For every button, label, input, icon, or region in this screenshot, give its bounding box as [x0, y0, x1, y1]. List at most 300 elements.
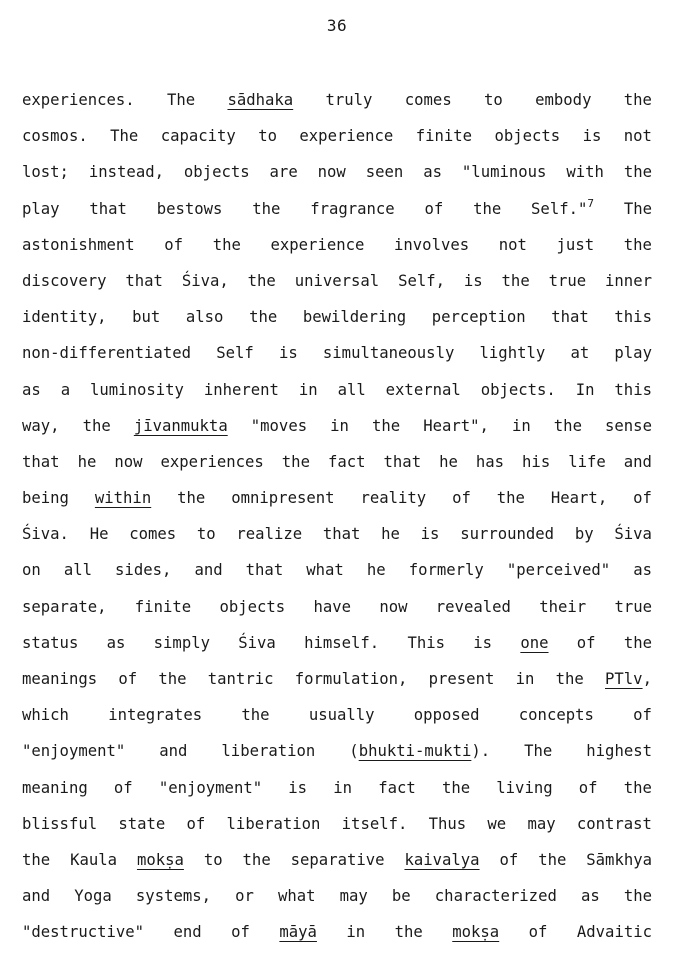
- word-text: the: [177, 489, 206, 508]
- word-text: the: [371, 416, 401, 435]
- word-text: life: [568, 452, 606, 471]
- word: [549, 267, 587, 295]
- word-text: of: [231, 923, 250, 942]
- word: [22, 339, 191, 367]
- word-text: which: [22, 706, 69, 725]
- word: [538, 846, 566, 874]
- word-text: "destructive": [22, 923, 145, 942]
- word-text: that: [322, 525, 361, 544]
- word: [323, 520, 361, 548]
- word: [204, 376, 279, 404]
- word: [330, 412, 349, 440]
- text-line: [22, 918, 652, 954]
- word: [89, 195, 127, 223]
- word-text: the: [623, 163, 652, 182]
- word: [303, 303, 406, 331]
- word-text: seen: [365, 163, 404, 182]
- word: [114, 774, 133, 802]
- emphasized-term: [95, 484, 151, 512]
- text-line: [22, 412, 652, 448]
- word: [135, 593, 191, 621]
- word-text: The: [623, 199, 652, 218]
- word: [22, 158, 69, 186]
- word: [158, 665, 186, 693]
- word-text: just: [556, 235, 595, 254]
- word: [236, 520, 302, 548]
- word: [227, 810, 321, 838]
- emphasized-term: [520, 629, 548, 657]
- word-text: bewildering: [302, 308, 407, 327]
- word-text: "luminous: [461, 163, 547, 182]
- word: [392, 882, 411, 910]
- word: [194, 556, 222, 584]
- word-text: simply: [153, 633, 210, 652]
- word: [182, 267, 229, 295]
- emphasized-term: [134, 412, 228, 440]
- word: [624, 122, 652, 150]
- word-text: of: [452, 489, 471, 508]
- word-text: the: [281, 452, 310, 471]
- word-text: are: [269, 163, 298, 182]
- word-text: the: [241, 706, 270, 725]
- word-text: the: [553, 416, 582, 435]
- text-line: [22, 158, 652, 194]
- word-text: tantric: [207, 670, 274, 688]
- word: [108, 701, 202, 729]
- word-text: the: [441, 778, 471, 797]
- word-text: all: [337, 380, 366, 399]
- word-text: play: [22, 199, 60, 218]
- word-text: of: [499, 850, 519, 869]
- word-text: The: [110, 127, 139, 146]
- word: [90, 376, 184, 404]
- word: [118, 810, 165, 838]
- word: [271, 231, 365, 259]
- punctuation: ).: [471, 742, 491, 761]
- word-text: the: [501, 271, 530, 290]
- word: [107, 629, 126, 657]
- word: [323, 339, 454, 367]
- word: [22, 918, 144, 946]
- word: [384, 448, 422, 476]
- word: [576, 376, 595, 404]
- word: [299, 122, 393, 150]
- text-line: [22, 448, 652, 484]
- word-text: itself.: [341, 814, 408, 833]
- word: [554, 412, 582, 440]
- word: [346, 918, 365, 946]
- word-text: finite: [134, 597, 192, 616]
- emphasized-term: [137, 846, 184, 874]
- word: [22, 520, 69, 548]
- word-text: astonishment: [22, 235, 135, 254]
- word-text: state: [118, 814, 166, 833]
- word-text: now: [114, 452, 143, 471]
- word-text: and: [159, 742, 188, 761]
- word: [235, 882, 254, 910]
- word: [291, 846, 385, 874]
- word: [394, 231, 469, 259]
- word: [566, 158, 604, 186]
- word: [435, 882, 557, 910]
- word-text: is: [420, 525, 440, 544]
- word: [512, 412, 531, 440]
- word-text: formulation,: [294, 670, 408, 688]
- word: [110, 122, 138, 150]
- emphasized-term: [404, 846, 479, 874]
- word: [246, 556, 284, 584]
- word: [340, 882, 368, 910]
- word: [551, 303, 589, 331]
- word: [487, 810, 506, 838]
- word: [22, 556, 41, 584]
- word: [405, 86, 452, 114]
- word-text: we: [487, 814, 507, 833]
- word-text: omnipresent: [231, 489, 335, 508]
- word: [386, 376, 461, 404]
- word-text: to: [258, 127, 277, 146]
- word-text: the: [394, 923, 423, 942]
- word: [539, 593, 586, 621]
- word-text: Śiva: [614, 525, 652, 544]
- word-text: inherent: [203, 380, 279, 399]
- word: [22, 122, 88, 150]
- word-text: the: [555, 670, 584, 688]
- word-text: fact: [327, 452, 366, 471]
- word-text: now: [379, 597, 408, 616]
- word-text: involves: [394, 235, 470, 254]
- word: [551, 484, 607, 512]
- word: [414, 701, 480, 729]
- word: [407, 629, 445, 657]
- word-text: revealed: [435, 597, 511, 616]
- word: [568, 448, 606, 476]
- text-line: [22, 556, 652, 592]
- word: [114, 448, 142, 476]
- word: [360, 484, 426, 512]
- word-text: of: [424, 199, 444, 218]
- emphasized-term: [605, 665, 652, 693]
- word: [89, 158, 164, 186]
- word-text: he: [381, 525, 400, 544]
- word-text: to: [203, 850, 223, 869]
- word: [421, 520, 440, 548]
- word-text: "enjoyment": [158, 778, 263, 797]
- word-text: capacity: [160, 127, 236, 146]
- word: [90, 520, 109, 548]
- word-text: the: [623, 887, 652, 906]
- word-text: in: [511, 416, 531, 435]
- word-text: on: [22, 561, 41, 580]
- punctuation: ,: [642, 670, 652, 688]
- word-text: Śiva: [238, 633, 276, 652]
- word: [502, 267, 530, 295]
- word: [531, 195, 594, 223]
- word-text: he: [77, 452, 97, 471]
- word: [22, 629, 78, 657]
- word-text: in: [515, 670, 535, 688]
- word-text: Advaitic: [576, 923, 652, 942]
- word: [507, 556, 610, 584]
- word: [436, 593, 511, 621]
- word-text: that: [551, 308, 589, 327]
- word: [624, 882, 652, 910]
- word: [497, 484, 525, 512]
- word: [304, 629, 379, 657]
- word: [425, 195, 444, 223]
- word: [174, 918, 202, 946]
- word: [118, 665, 137, 693]
- body-text: [22, 86, 652, 955]
- word: [429, 665, 495, 693]
- word-text: himself.: [304, 633, 380, 652]
- word-text: to: [484, 91, 503, 109]
- word-text: blissful: [22, 814, 98, 833]
- word: [522, 448, 550, 476]
- word-text: this: [614, 380, 652, 399]
- word: [243, 846, 271, 874]
- word: [605, 412, 652, 440]
- word: [22, 484, 69, 512]
- word: [333, 774, 352, 802]
- word-text: may: [527, 814, 556, 833]
- word: [423, 158, 442, 186]
- underlined-term: jīvanmukta: [133, 416, 228, 435]
- word-text: "moves: [250, 416, 308, 435]
- word: [452, 484, 471, 512]
- word-text: meanings: [22, 670, 98, 688]
- word: [238, 629, 276, 657]
- word-text: at: [570, 344, 590, 363]
- word-text: the: [82, 416, 111, 435]
- word-text: is: [582, 127, 602, 146]
- word: [248, 267, 276, 295]
- text-line: [22, 737, 652, 773]
- word-text: as: [633, 561, 652, 580]
- word: [409, 556, 484, 584]
- word-text: with: [566, 163, 604, 182]
- word: [519, 701, 594, 729]
- word: [231, 918, 250, 946]
- word-text: of: [578, 778, 598, 797]
- word: [167, 86, 195, 114]
- word-text: true: [548, 271, 587, 290]
- word-text: that: [383, 452, 422, 471]
- word: [251, 412, 307, 440]
- word-text: separate,: [22, 597, 107, 616]
- underlined-term: mokṣa: [452, 923, 500, 942]
- word: [462, 158, 547, 186]
- word: [299, 376, 318, 404]
- word-text: realize: [236, 525, 303, 544]
- word: [633, 484, 652, 512]
- text-line: [22, 303, 652, 339]
- word: [605, 267, 652, 295]
- word-text: identity,: [22, 308, 107, 327]
- word: [125, 267, 163, 295]
- word-text: as: [106, 633, 126, 652]
- word-text: not: [498, 235, 527, 254]
- word-text: by: [574, 525, 594, 544]
- word: [367, 556, 386, 584]
- word-text: of: [528, 923, 548, 942]
- word: [557, 231, 595, 259]
- word: [22, 846, 50, 874]
- word: [22, 593, 107, 621]
- word-text: now: [317, 163, 346, 182]
- word-text: what: [306, 561, 344, 580]
- word: [313, 593, 351, 621]
- word-text: of: [118, 670, 138, 688]
- text-line: [22, 520, 652, 556]
- word-text: Thus: [428, 814, 467, 833]
- word: [164, 231, 183, 259]
- word: [83, 412, 111, 440]
- word: [22, 303, 107, 331]
- word: [22, 448, 60, 476]
- text-line: [22, 665, 652, 701]
- word-text: not: [623, 127, 652, 146]
- word: [372, 412, 400, 440]
- word: [310, 195, 395, 223]
- word-text: fact: [378, 778, 416, 797]
- word-text: of: [576, 633, 596, 652]
- word: [295, 665, 408, 693]
- word: [381, 520, 400, 548]
- word-text: Self.": [531, 199, 588, 218]
- word: [22, 231, 135, 259]
- word: [258, 122, 277, 150]
- word-text: embody: [535, 91, 592, 109]
- word: [328, 448, 366, 476]
- text-line: [22, 810, 652, 846]
- underlined-term: bhukti-mukti: [358, 742, 472, 761]
- word: [624, 774, 652, 802]
- word: [527, 810, 555, 838]
- word: [306, 556, 344, 584]
- word: [159, 774, 262, 802]
- word: [157, 195, 223, 223]
- word: [423, 412, 489, 440]
- word-text: a: [60, 380, 71, 399]
- word: [614, 303, 652, 331]
- word: [614, 520, 652, 548]
- word: [159, 737, 187, 765]
- text-line: [22, 774, 652, 810]
- word: [22, 701, 69, 729]
- word: [241, 701, 269, 729]
- emphasized-term: [279, 918, 317, 946]
- underlined-term: PTlv: [605, 670, 643, 688]
- word: [583, 122, 602, 150]
- word-text: finite: [415, 127, 473, 146]
- word: [213, 231, 241, 259]
- word-text: experience: [299, 127, 394, 146]
- word-text: sense: [605, 416, 652, 435]
- word: [529, 918, 548, 946]
- text-line: [22, 484, 652, 520]
- word: [579, 774, 598, 802]
- word: [216, 339, 254, 367]
- word-text: inner: [605, 271, 652, 290]
- word: [154, 629, 210, 657]
- word-text: is: [473, 633, 493, 652]
- word-text: Śiva,: [181, 271, 229, 290]
- word: [460, 520, 554, 548]
- word: [624, 448, 652, 476]
- word-text: this: [614, 308, 652, 327]
- word-text: The: [166, 91, 196, 109]
- word-text: is: [278, 344, 298, 363]
- word: [496, 774, 552, 802]
- word-text: separative: [290, 850, 385, 869]
- word-text: meaning: [22, 778, 88, 797]
- word: [186, 303, 224, 331]
- word-text: and: [194, 561, 223, 580]
- word-text: He: [89, 525, 109, 544]
- text-line: [22, 195, 652, 231]
- word-text: status: [22, 633, 79, 652]
- word: [577, 629, 596, 657]
- word: [432, 303, 526, 331]
- word: [129, 520, 176, 548]
- word-text: that: [89, 199, 127, 218]
- word-text: concepts: [518, 706, 594, 725]
- word: [494, 122, 560, 150]
- word: [439, 448, 458, 476]
- word-text: as: [423, 163, 442, 182]
- footnote-marker: 7: [587, 196, 595, 210]
- word: [22, 774, 88, 802]
- text-line: [22, 593, 652, 629]
- word-text: This: [407, 633, 446, 652]
- word: [586, 737, 652, 765]
- word-text: objects.: [480, 380, 556, 399]
- word: [366, 158, 404, 186]
- word: [22, 665, 97, 693]
- word-text: comes: [129, 525, 177, 544]
- word: [279, 339, 298, 367]
- word: [570, 339, 589, 367]
- word-text: the: [212, 235, 241, 254]
- word: [288, 774, 307, 802]
- word: [624, 86, 652, 114]
- word-text: In: [575, 380, 595, 399]
- word-text: have: [313, 597, 352, 616]
- underlined-term: sādhaka: [227, 91, 294, 109]
- word: [184, 158, 250, 186]
- word: [161, 122, 236, 150]
- word-text: sides,: [115, 561, 172, 580]
- word: [633, 701, 652, 729]
- word: [575, 520, 594, 548]
- word-text: in: [333, 778, 353, 797]
- word: [499, 231, 527, 259]
- word-text: Sāmkhya: [586, 850, 652, 869]
- word: [252, 195, 280, 223]
- word: [429, 810, 467, 838]
- text-line: [22, 882, 652, 918]
- emphasized-term: [452, 918, 499, 946]
- word-text: experiences.: [22, 91, 135, 109]
- word-text: also: [185, 308, 224, 327]
- word-text: way,: [22, 416, 60, 435]
- text-line: [22, 846, 652, 882]
- word: [577, 810, 652, 838]
- word: [208, 665, 274, 693]
- underlined-term: kaivalya: [404, 850, 480, 869]
- word: [516, 665, 535, 693]
